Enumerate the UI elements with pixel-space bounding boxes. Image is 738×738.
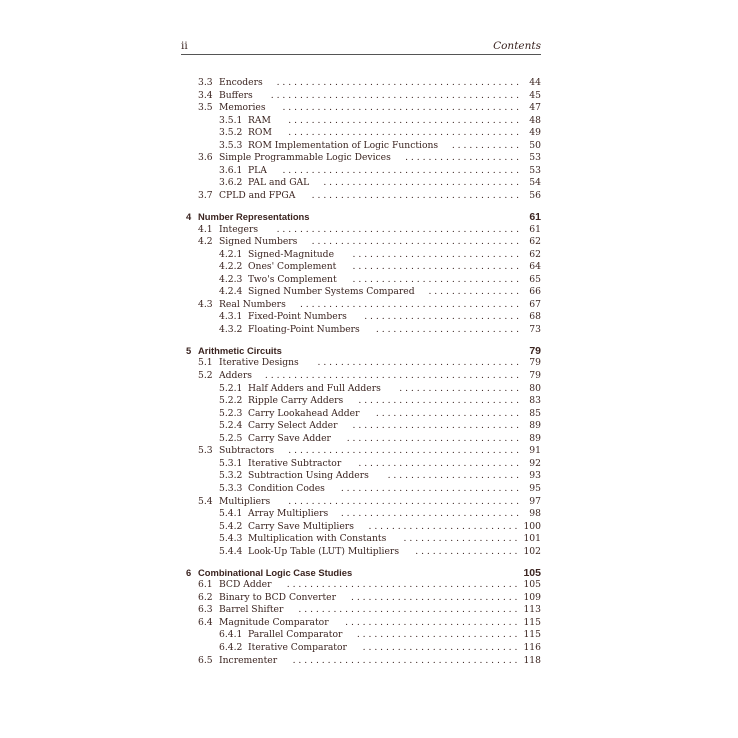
dot-leader: . . . . . . . . . . . . . . . . . . . . . . . . . . . . . . . . . . . . . . . . . bbox=[282, 102, 519, 114]
dot-leader: . . . . . . . . . . . . . . . . . . . . . . . . . . . . . . . bbox=[340, 508, 519, 520]
toc-entry[interactable] bbox=[181, 592, 541, 605]
entry-number: 5.3 bbox=[198, 445, 213, 457]
dot-leader: . . . . . . . . . . . . . . . . . . . . . . . . . . . . . . . . . . . . . . . . . . bbox=[276, 77, 519, 88]
entry-page: 89 bbox=[529, 432, 541, 444]
toc-entry[interactable] bbox=[181, 324, 541, 337]
entry-number: 4.2.1 bbox=[219, 248, 243, 260]
dot-leader: . . . . . . . . . . . . . . . . . . . . . . . . . . . bbox=[364, 311, 519, 323]
entry-page: 67 bbox=[529, 298, 541, 310]
dot-leader: . . . . . . . . . . . . . . . . . . . . . . . . . . . bbox=[362, 642, 518, 654]
entry-page: 62 bbox=[529, 236, 541, 248]
entry-page: 50 bbox=[529, 139, 541, 151]
entry-title: PAL and GAL bbox=[248, 177, 310, 189]
toc-entry[interactable] bbox=[181, 102, 541, 115]
entry-number: 6.5 bbox=[198, 654, 213, 666]
entry-title: Adders bbox=[219, 370, 252, 382]
entry-title: Encoders bbox=[219, 77, 263, 88]
entry-number: 3.5.3 bbox=[219, 139, 243, 151]
entry-title: Iterative Designs bbox=[219, 357, 299, 369]
entry-number: 5.3.2 bbox=[219, 470, 243, 482]
toc-entry[interactable] bbox=[181, 655, 541, 668]
entry-number: 5.3.1 bbox=[219, 457, 243, 469]
dot-leader: . . . . . . . . . . . . . . . . . . . . . . . . . . . . bbox=[358, 395, 519, 407]
dot-leader: . . . . . . . . . . . . . . . . . . . . bbox=[405, 152, 519, 164]
entry-title: Buffers bbox=[219, 89, 253, 101]
dot-leader: . . . . . . . . . . . . bbox=[451, 139, 519, 151]
entry-number: 6.2 bbox=[198, 591, 213, 603]
toc-entry[interactable] bbox=[181, 165, 541, 178]
entry-number: 5.2.3 bbox=[219, 407, 243, 419]
toc-entry[interactable] bbox=[181, 370, 541, 383]
toc-entry[interactable] bbox=[181, 458, 541, 471]
entry-page: 116 bbox=[523, 642, 541, 654]
entry-title: Integers bbox=[219, 223, 259, 235]
entry-number: 4.3.1 bbox=[219, 311, 243, 323]
entry-number: 6.3 bbox=[198, 604, 213, 616]
entry-page: 105 bbox=[523, 579, 541, 591]
entry-title: Arithmetic Circuits bbox=[198, 344, 282, 356]
dot-leader: . . . . . . . . . . . . . . . . . . . . . . . . . . . . . . . . . . . . . . . bbox=[292, 654, 518, 666]
toc-entry[interactable] bbox=[181, 115, 541, 128]
toc-entry[interactable] bbox=[181, 190, 541, 203]
toc-entry[interactable] bbox=[181, 224, 541, 237]
toc-entry[interactable] bbox=[181, 604, 541, 617]
entry-number: 5.2.5 bbox=[219, 432, 243, 444]
entry-page: 48 bbox=[529, 114, 541, 126]
toc-entry[interactable] bbox=[181, 299, 541, 312]
dot-leader: . . . . . . . . . . . . . . . . . . . . . . . . . . . . . bbox=[350, 591, 518, 603]
entry-page: 102 bbox=[523, 545, 541, 557]
entry-page: 80 bbox=[529, 382, 541, 394]
entry-page: 92 bbox=[529, 457, 541, 469]
entry-page: 95 bbox=[529, 482, 541, 494]
entry-page: 113 bbox=[523, 604, 541, 616]
entry-title: Binary to BCD Converter bbox=[219, 591, 336, 603]
entry-title: Condition Codes bbox=[248, 482, 325, 494]
entry-number: 3.5 bbox=[198, 102, 213, 114]
entry-title: Iterative Comparator bbox=[248, 642, 347, 654]
entry-number: 3.3 bbox=[198, 77, 213, 88]
dot-leader: . . . . . . . . . . . . . . . . . . . . . . . . . . . . . . . . . . . . . . bbox=[299, 298, 519, 310]
page-number: ii bbox=[181, 40, 188, 52]
entry-page: 93 bbox=[529, 470, 541, 482]
entry-number: 3.6.1 bbox=[219, 164, 243, 176]
entry-title: Carry Save Multipliers bbox=[248, 520, 354, 532]
entry-title: Array Multipliers bbox=[248, 508, 329, 520]
entry-title: Multipliers bbox=[219, 495, 271, 507]
toc-entry[interactable] bbox=[181, 395, 541, 408]
toc-entry[interactable] bbox=[181, 445, 541, 458]
toc-entry[interactable] bbox=[181, 642, 541, 655]
entry-title: Multiplication with Constants bbox=[248, 533, 387, 545]
toc-entry[interactable] bbox=[181, 546, 541, 559]
entry-page: 98 bbox=[529, 508, 541, 520]
entry-title: Signed Number Systems Compared bbox=[248, 286, 415, 298]
toc-entry[interactable] bbox=[181, 177, 541, 190]
dot-leader: . . . . . . . . . . . . . . . . . . . . . . . . . . . . . . . . . . . bbox=[317, 357, 519, 369]
entry-page: 53 bbox=[529, 164, 541, 176]
toc-entry[interactable] bbox=[181, 127, 541, 140]
dot-leader: . . . . . . . . . . . . . . . . . . . . . . . . . . . . bbox=[358, 457, 519, 469]
entry-title: Parallel Comparator bbox=[248, 629, 343, 641]
entry-page: 109 bbox=[523, 591, 541, 603]
toc-entry[interactable] bbox=[181, 617, 541, 630]
dot-leader: . . . . . . . . . . . . . . . . . . . . . . . . . . . . bbox=[356, 629, 518, 641]
dot-leader: . . . . . . . . . . . . . . . . . . . . . . . . . . . . . . . . . . . . bbox=[311, 189, 519, 201]
entry-title: CPLD and FPGA bbox=[219, 189, 296, 201]
entry-number: 5.4 bbox=[198, 495, 213, 507]
entry-title: Ripple Carry Adders bbox=[248, 395, 344, 407]
toc-entry[interactable] bbox=[181, 311, 541, 324]
entry-number: 5.2.1 bbox=[219, 382, 243, 394]
entry-number: 5.4.2 bbox=[219, 520, 243, 532]
entry-title: Signed Numbers bbox=[219, 236, 298, 248]
entry-page: 61 bbox=[529, 210, 541, 223]
dot-leader: . . . . . . . . . . . . . . . . . . . . . . . bbox=[387, 470, 519, 482]
entry-title: Ones' Complement bbox=[248, 261, 337, 273]
entry-number: 6 bbox=[186, 566, 192, 578]
entry-number: 5.1 bbox=[198, 357, 213, 369]
entry-page: 83 bbox=[529, 395, 541, 407]
toc-entry[interactable] bbox=[181, 261, 541, 274]
entry-title: Carry Save Adder bbox=[248, 432, 331, 444]
entry-number: 4.2.4 bbox=[219, 286, 243, 298]
entry-page: 68 bbox=[529, 311, 541, 323]
toc-entry[interactable] bbox=[181, 383, 541, 396]
entry-number: 5 bbox=[186, 344, 192, 356]
entry-title: Combinational Logic Case Studies bbox=[198, 566, 353, 578]
entry-number: 4.3.2 bbox=[219, 323, 243, 335]
toc-entry[interactable] bbox=[181, 274, 541, 287]
entry-title: Memories bbox=[219, 102, 266, 114]
dot-leader: . . . . . . . . . . . . . . . . . . . . bbox=[403, 533, 518, 545]
entry-title: Iterative Subtractor bbox=[248, 457, 342, 469]
entry-title: ROM Implementation of Logic Functions bbox=[248, 139, 439, 151]
entry-number: 4.1 bbox=[198, 223, 213, 235]
entry-page: 105 bbox=[523, 566, 541, 579]
entry-page: 65 bbox=[529, 273, 541, 285]
entry-page: 79 bbox=[529, 370, 541, 382]
dot-leader: . . . . . . . . . . . . . . . . . . . . . bbox=[399, 382, 519, 394]
entry-number: 5.4.1 bbox=[219, 508, 243, 520]
entry-number: 5.2.2 bbox=[219, 395, 243, 407]
entry-page: 45 bbox=[529, 89, 541, 101]
toc-entry[interactable] bbox=[181, 286, 541, 299]
toc-entry[interactable] bbox=[181, 533, 541, 546]
entry-title: Simple Programmable Logic Devices bbox=[219, 152, 391, 164]
toc-chapter-entry[interactable] bbox=[181, 211, 541, 224]
dot-leader: . . . . . . . . . . . . . . . . . . . . . . . . . . . . . . bbox=[345, 616, 518, 628]
entry-page: 44 bbox=[529, 77, 541, 88]
entry-number: 3.4 bbox=[198, 89, 213, 101]
entry-number: 4.2.3 bbox=[219, 273, 243, 285]
entry-title: Barrel Shifter bbox=[219, 604, 284, 616]
entry-page: 66 bbox=[529, 286, 541, 298]
entry-number: 4.3 bbox=[198, 298, 213, 310]
entry-number: 3.5.2 bbox=[219, 127, 243, 139]
entry-number: 4.2 bbox=[198, 236, 213, 248]
dot-leader: . . . . . . . . . . . . . . . . . . . . . . . . . . . . . . . . . . . . . . . . bbox=[288, 114, 519, 126]
dot-leader: . . . . . . . . . . . . . . . . . . . . . . . . . . . . . . . . . . . . . . . . bbox=[288, 445, 519, 457]
entry-page: 79 bbox=[529, 344, 541, 357]
toc-entry[interactable] bbox=[181, 496, 541, 509]
dot-leader: . . . . . . . . . . . . . . . . . . . . . . . . . . . . . . . . . . . . . . . . . . bbox=[276, 223, 519, 235]
dot-leader: . . . . . . . . . . . . . . . . bbox=[428, 286, 519, 298]
dot-leader: . . . . . . . . . . . . . . . . . . . . . . . . . . . . . . . . . . . . bbox=[311, 236, 519, 248]
entry-page: 89 bbox=[529, 420, 541, 432]
entry-page: 118 bbox=[523, 654, 541, 666]
entry-page: 56 bbox=[529, 189, 541, 201]
toc-chapter-entry[interactable] bbox=[181, 567, 541, 580]
entry-number: 5.2 bbox=[198, 370, 213, 382]
entry-page: 49 bbox=[529, 127, 541, 139]
entry-number: 4.2.2 bbox=[219, 261, 243, 273]
dot-leader: . . . . . . . . . . . . . . . . . . . . . . . . . bbox=[375, 323, 519, 335]
entry-page: 97 bbox=[529, 495, 541, 507]
running-title: Contents bbox=[493, 40, 541, 52]
entry-title: PLA bbox=[248, 164, 267, 176]
entry-number: 3.5.1 bbox=[219, 114, 243, 126]
dot-leader: . . . . . . . . . . . . . . . . . . . . . . . . . . . . . . . . . . . . . . . . . bbox=[282, 164, 519, 176]
entry-page: 85 bbox=[529, 407, 541, 419]
dot-leader: . . . . . . . . . . . . . . . . . . bbox=[415, 545, 518, 557]
entry-number: 5.4.4 bbox=[219, 545, 243, 557]
entry-title: Subtractors bbox=[219, 445, 275, 457]
entry-page: 54 bbox=[529, 177, 541, 189]
entry-title: Fixed-Point Numbers bbox=[248, 311, 347, 323]
toc-entry[interactable] bbox=[181, 629, 541, 642]
entry-title: RAM bbox=[248, 114, 271, 126]
entry-number: 3.7 bbox=[198, 189, 213, 201]
toc-entry[interactable] bbox=[181, 483, 541, 496]
entry-number: 5.3.3 bbox=[219, 482, 243, 494]
toc-entry[interactable] bbox=[181, 77, 541, 90]
entry-number: 4 bbox=[186, 210, 192, 222]
toc-entry[interactable] bbox=[181, 521, 541, 534]
entry-number: 6.4 bbox=[198, 616, 213, 628]
entry-title: Carry Lookahead Adder bbox=[248, 407, 360, 419]
toc-entry[interactable] bbox=[181, 508, 541, 521]
dot-leader: . . . . . . . . . . . . . . . . . . . . . . . . . . . . . . . . . . . . . . . . bbox=[286, 579, 518, 591]
toc-entry[interactable] bbox=[181, 236, 541, 249]
toc-entry[interactable] bbox=[181, 90, 541, 103]
dot-leader: . . . . . . . . . . . . . . . . . . . . . . . . . . . . . bbox=[352, 273, 519, 285]
entry-page: 91 bbox=[529, 445, 541, 457]
toc-entry[interactable] bbox=[181, 249, 541, 262]
entry-title: Half Adders and Full Adders bbox=[248, 382, 381, 394]
entry-title: BCD Adder bbox=[219, 579, 272, 591]
entry-page: 101 bbox=[523, 533, 541, 545]
entry-title: Carry Select Adder bbox=[248, 420, 338, 432]
dot-leader: . . . . . . . . . . . . . . . . . . . . . . . . . . . . . . . . . . bbox=[323, 177, 519, 189]
entry-page: 61 bbox=[529, 223, 541, 235]
dot-leader: . . . . . . . . . . . . . . . . . . . . . . . . . . . . . . . . . . . . . . . . bbox=[288, 127, 519, 139]
page-header bbox=[181, 38, 541, 55]
toc-entry[interactable] bbox=[181, 579, 541, 592]
dot-leader: . . . . . . . . . . . . . . . . . . . . . . . . . . . . . . . bbox=[340, 482, 519, 494]
entry-page: 62 bbox=[529, 248, 541, 260]
toc-entry[interactable] bbox=[181, 433, 541, 446]
entry-number: 5.4.3 bbox=[219, 533, 243, 545]
entry-title: Look-Up Table (LUT) Multipliers bbox=[248, 545, 400, 557]
entry-page: 47 bbox=[529, 102, 541, 114]
dot-leader: . . . . . . . . . . . . . . . . . . . . . . . . . . . . . . . . . . . . . . . . . . . bbox=[270, 89, 519, 101]
entry-number: 6.1 bbox=[198, 579, 213, 591]
entry-title: Magnitude Comparator bbox=[219, 616, 329, 628]
dot-leader: . . . . . . . . . . . . . . . . . . . . . . . . . . . . . bbox=[352, 248, 519, 260]
dot-leader: . . . . . . . . . . . . . . . . . . . . . . . . . . . . . bbox=[352, 261, 519, 273]
entry-number: 6.4.1 bbox=[219, 629, 243, 641]
entry-title: Two's Complement bbox=[248, 273, 337, 285]
entry-title: ROM bbox=[248, 127, 272, 139]
entry-number: 6.4.2 bbox=[219, 642, 243, 654]
dot-leader: . . . . . . . . . . . . . . . . . . . . . . . . . bbox=[375, 407, 519, 419]
entry-title: Number Representations bbox=[198, 210, 310, 222]
dot-leader: . . . . . . . . . . . . . . . . . . . . . . . . . . . . . . . . . . . . . . . . bbox=[288, 495, 519, 507]
entry-title: Subtraction Using Adders bbox=[248, 470, 369, 482]
entry-page: 73 bbox=[529, 323, 541, 335]
dot-leader: . . . . . . . . . . . . . . . . . . . . . . . . . . bbox=[368, 520, 518, 532]
dot-leader: . . . . . . . . . . . . . . . . . . . . . . . . . . . . . . bbox=[346, 432, 519, 444]
table-of-contents bbox=[181, 77, 541, 667]
entry-page: 115 bbox=[523, 616, 541, 628]
entry-number: 5.2.4 bbox=[219, 420, 243, 432]
entry-title: Real Numbers bbox=[219, 298, 286, 310]
dot-leader: . . . . . . . . . . . . . . . . . . . . . . . . . . . . . bbox=[352, 420, 519, 432]
entry-number: 3.6.2 bbox=[219, 177, 243, 189]
toc-entry[interactable] bbox=[181, 408, 541, 421]
toc-entry[interactable] bbox=[181, 420, 541, 433]
toc-entry[interactable] bbox=[181, 357, 541, 370]
entry-page: 64 bbox=[529, 261, 541, 273]
dot-leader: . . . . . . . . . . . . . . . . . . . . . . . . . . . . . . . . . . . . . . . . . . . . bbox=[264, 370, 519, 382]
toc-chapter-entry[interactable] bbox=[181, 345, 541, 358]
entry-title: Floating-Point Numbers bbox=[248, 323, 360, 335]
entry-page: 115 bbox=[523, 629, 541, 641]
entry-page: 79 bbox=[529, 357, 541, 369]
dot-leader: . . . . . . . . . . . . . . . . . . . . . . . . . . . . . . . . . . . . . . bbox=[298, 604, 518, 616]
toc-entry[interactable] bbox=[181, 152, 541, 165]
entry-title: Signed-Magnitude bbox=[248, 248, 335, 260]
toc-entry[interactable] bbox=[181, 470, 541, 483]
entry-page: 100 bbox=[523, 520, 541, 532]
entry-page: 53 bbox=[529, 152, 541, 164]
toc-entry[interactable] bbox=[181, 140, 541, 153]
entry-title: Incrementer bbox=[219, 654, 278, 666]
entry-number: 3.6 bbox=[198, 152, 213, 164]
